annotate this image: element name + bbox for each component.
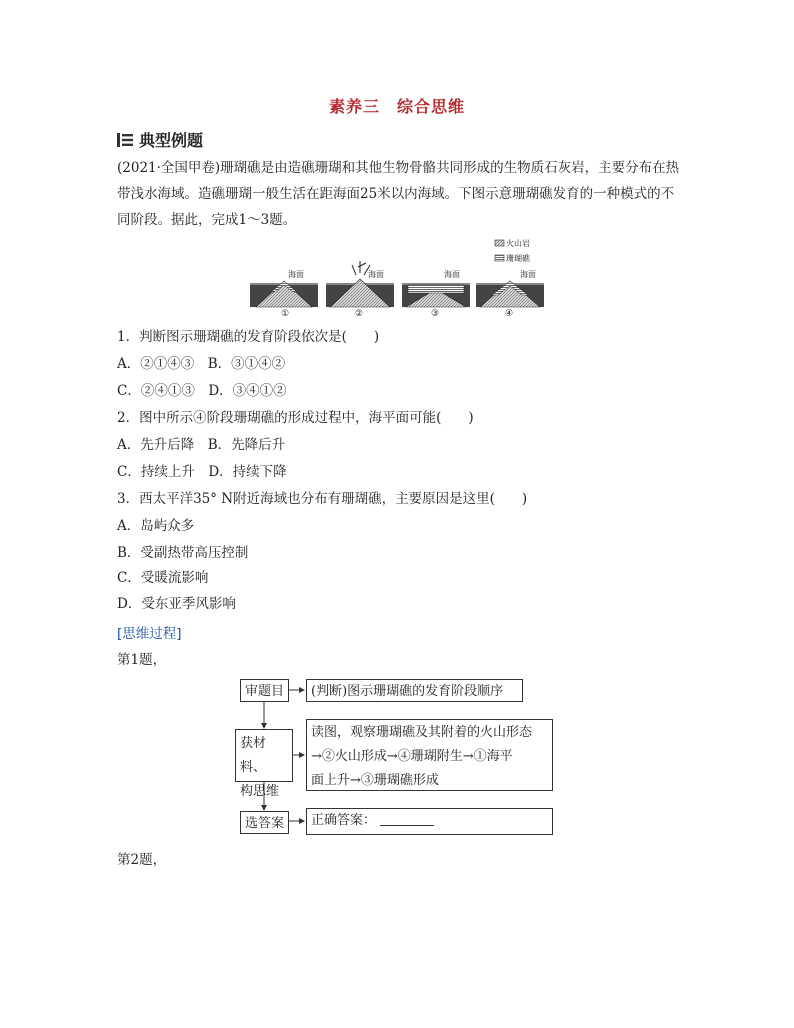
flowchart-step3-label: 选答案 <box>245 816 285 831</box>
flowchart-step-gather-material <box>235 729 293 799</box>
question-3-option-d: D．受东亚季风影响 <box>117 596 236 612</box>
sea-label-3: 海面 <box>444 270 460 279</box>
flowchart-step1-label: 审题目 <box>245 684 285 699</box>
flowchart-step2-line2: →②火山形成→④珊瑚附生→①海平 <box>311 749 513 764</box>
thinking-process-label: [思维过程] <box>117 626 182 642</box>
panel-number-3: ③ <box>431 309 440 317</box>
flowchart-step1-content: (判断)图示珊瑚礁的发育阶段顺序 <box>311 684 504 699</box>
question-2-options-a-b: A．先升后降 B．先降后升 <box>117 437 286 453</box>
flowchart-step2-content-box <box>306 719 553 791</box>
question-2-label: 第2题， <box>117 852 167 868</box>
flowchart-step2-label-line2: 构思维 <box>240 784 280 799</box>
legend-volcanic-label: 火山岩 <box>506 239 530 248</box>
question-1-options-a-b: A．②①④③ B．③①④② <box>117 356 286 372</box>
question-3-option-b: B．受副热带高压控制 <box>117 545 249 561</box>
question-1-options-c-d: C．②④①③ D．③④①② <box>117 383 287 399</box>
flowchart-step1-content-box <box>306 679 523 702</box>
flowchart-step3-content: 正确答案： <box>311 813 377 828</box>
flowchart-step-read-question <box>240 679 289 702</box>
panel-number-2: ② <box>355 309 364 317</box>
intro-paragraph: (2021·全国甲卷)珊瑚礁是由造礁珊瑚和其他生物骨骼共同形成的生物质石灰岩，主要分布在热带浅水海域。造礁珊瑚一般生活在距海面25米以内海域。下图示意珊瑚礁发育的一种模式的不同阶段。据此，完成1～3题。 <box>117 160 680 228</box>
sea-label-2: 海面 <box>368 270 384 279</box>
flowchart-step2-label-line1: 获材料、 <box>240 736 267 775</box>
question-3-option-a: A．岛屿众多 <box>117 518 195 534</box>
page-title: 素养三 综合思维 <box>328 97 465 116</box>
question-2-options-c-d: C．持续上升 D．持续下降 <box>117 464 287 480</box>
flowchart-step3-content-box <box>306 808 553 835</box>
section-title: 典型例题 <box>139 131 204 150</box>
sea-label-4: 海面 <box>520 270 536 279</box>
legend-reef-label: 珊瑚礁 <box>506 254 530 263</box>
flowchart-step-select-answer <box>240 811 289 834</box>
question-3-option-c: C．受暖流影响 <box>117 570 209 586</box>
question-1-stem: 1．判断图示珊瑚礁的发育阶段依次是( ) <box>117 329 380 345</box>
flowchart-step2-line3: 面上升→③珊瑚礁形成 <box>311 773 439 788</box>
panel-number-4: ④ <box>505 309 514 317</box>
question-2-stem: 2．图中所示④阶段珊瑚礁的形成过程中，海平面可能( ) <box>117 410 474 426</box>
question-3-stem: 3．西太平洋35° N附近海域也分布有珊瑚礁，主要原因是这里( ) <box>117 491 528 507</box>
flowchart-step2-line1: 读图，观察珊瑚礁及其附着的火山形态 <box>311 725 533 740</box>
answer-blank[interactable] <box>380 811 434 826</box>
panel-number-1: ① <box>281 309 290 317</box>
sea-label-1: 海面 <box>288 270 304 279</box>
question-1-label: 第1题， <box>117 652 167 668</box>
